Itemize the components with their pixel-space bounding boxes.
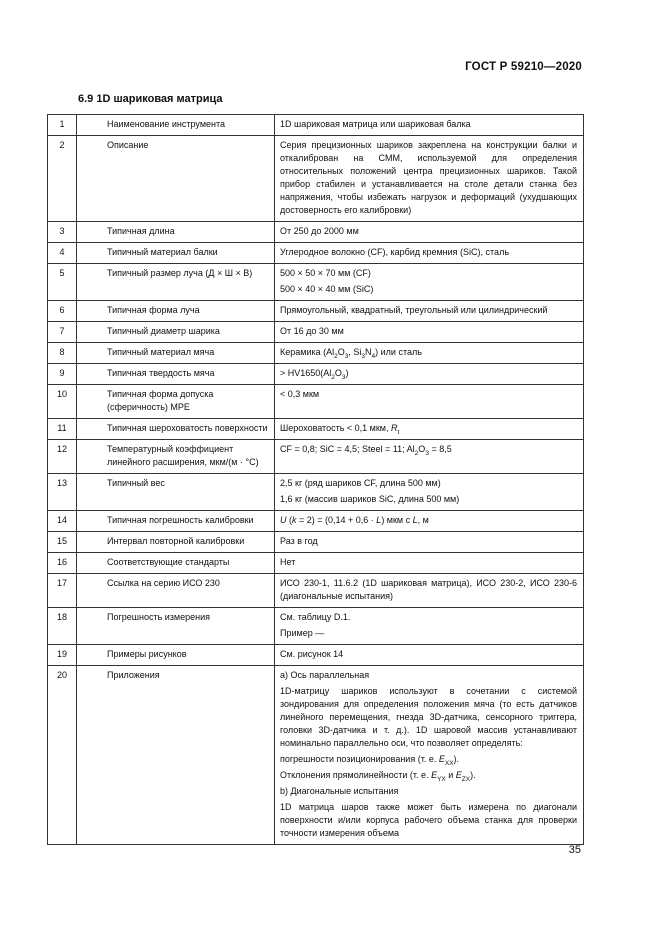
text-fragment: ) или сталь [375, 347, 422, 357]
table-row [48, 385, 584, 419]
row-number: 5 [48, 264, 77, 301]
text-fragment: , Si [348, 347, 362, 357]
row-number: 15 [48, 532, 77, 553]
subsection-title: b) Диагональные испытания [280, 786, 399, 796]
subscript: 2 [334, 352, 338, 360]
row-number: 4 [48, 243, 77, 264]
table-row [48, 222, 584, 243]
parameter-value [275, 385, 584, 419]
parameter-name: Типичный вес [77, 474, 275, 511]
table-row [48, 532, 584, 553]
parameter-value [275, 553, 584, 574]
value-line: 2,5 кг (ряд шариков CF, длина 500 мм) [280, 478, 441, 488]
table-row [48, 553, 584, 574]
value-line: Углеродное волокно (CF), карбид кремния (SiC), сталь [280, 247, 510, 257]
parameter-name: Температурный коэффициент линейного расширения, мкм/(м · °C) [77, 440, 275, 474]
text-fragment: N [365, 347, 372, 357]
parameter-value [275, 343, 584, 364]
subscript: XX [444, 759, 454, 767]
row-number: 11 [48, 419, 77, 440]
subscript: t [397, 428, 400, 436]
parameter-value [275, 511, 584, 532]
symbol: E [455, 770, 462, 780]
row-number: 17 [48, 574, 77, 608]
symbol: E [431, 770, 438, 780]
table-row [48, 343, 584, 364]
subscript: 3 [341, 373, 346, 381]
parameter-value [275, 645, 584, 666]
table-row [48, 645, 584, 666]
table-row [48, 574, 584, 608]
symbol: U [280, 515, 287, 525]
row-number: 9 [48, 364, 77, 385]
parameter-name: Типичная форма луча [77, 301, 275, 322]
text-fragment: , м [417, 515, 429, 525]
subscript: 3 [361, 352, 366, 360]
row-number: 1 [48, 115, 77, 136]
parameter-name: Наименование инструмента [77, 115, 275, 136]
row-number: 19 [48, 645, 77, 666]
text-fragment: ). [453, 754, 460, 764]
parameter-value [275, 666, 584, 845]
text-fragment: = 8,5 [428, 444, 452, 454]
value-line: Серия прецизионных шариков закреплена на конструкции балки и откалиброван на CMM, используемой для определения относительных положений центра прецизионных шариков. Такой прибор стабилен и устанавливается на столе детали станка без напряжения, чтобы избежать нагрузок и деформаций (ухудшающих достоверность его калибровки) [280, 140, 577, 215]
subscript: ZX [461, 775, 471, 783]
row-number: 14 [48, 511, 77, 532]
row-number: 13 [48, 474, 77, 511]
table-row [48, 301, 584, 322]
table-row [48, 419, 584, 440]
standard-number: ГОСТ Р 59210—2020 [465, 61, 582, 73]
table-row [48, 264, 584, 301]
page-number: 35 [568, 844, 581, 856]
subscript: 2 [331, 373, 335, 381]
subscript: YX [437, 775, 446, 783]
value-line: Раз в год [280, 536, 318, 546]
table-row [48, 115, 584, 136]
value-line: См. таблицу D.1. [280, 612, 351, 622]
text-fragment: O [418, 444, 426, 454]
value-line: Пример — [280, 628, 325, 638]
value-line: Нет [280, 557, 296, 567]
instrument-table [47, 114, 584, 845]
parameter-name: Типичный размер луча (Д × Ш × В) [77, 264, 275, 301]
subscript: 4 [371, 352, 376, 360]
row-number: 7 [48, 322, 77, 343]
value-line: ИСО 230-1, 11.6.2 (1D шариковая матрица), ИСО 230-2, ИСО 230-6 (диагональные испытания) [280, 578, 577, 601]
text-fragment: > HV1650(Al [280, 368, 332, 378]
subsection-title: а) Ось параллельная [280, 670, 370, 680]
table-row [48, 666, 584, 845]
text-fragment: Керамика (Al [280, 347, 335, 357]
parameter-value [275, 532, 584, 553]
table-row [48, 608, 584, 645]
paragraph: 1D матрица шаров также может быть измерена по диагонали поверхности и/или корпуса рабочего объема станка для проверки точности измерения объема [280, 802, 577, 838]
section-title: 6.9 1D шариковая матрица [78, 93, 223, 105]
parameter-value [275, 115, 584, 136]
parameter-value [275, 364, 584, 385]
row-number: 8 [48, 343, 77, 364]
value-line: От 250 до 2000 мм [280, 226, 359, 236]
parameter-name: Типичная форма допуска (сферичность) MPE [77, 385, 275, 419]
row-number: 20 [48, 666, 77, 845]
parameter-name: Соответствующие стандарты [77, 553, 275, 574]
table-row [48, 440, 584, 474]
row-number: 12 [48, 440, 77, 474]
value-line: 1,6 кг (массив шариков SiC, длина 500 мм) [280, 494, 460, 504]
symbol: L [412, 515, 418, 525]
value-line: См. рисунок 14 [280, 649, 344, 659]
parameter-value [275, 301, 584, 322]
symbol: k [292, 515, 297, 525]
parameter-name: Типичный диаметр шарика [77, 322, 275, 343]
parameter-name: Типичная длина [77, 222, 275, 243]
row-number: 18 [48, 608, 77, 645]
row-number: 6 [48, 301, 77, 322]
text-fragment: O [334, 368, 342, 378]
parameter-value [275, 440, 584, 474]
table-row [48, 364, 584, 385]
paragraph: 1D-матрицу шариков используют в сочетании с системой зондирования для определения положения мяча (то есть датчиков линейного перемещения, гнезда 3D-датчика, сенсорного триггера, головки 3D-датчика и т. д.). 1D шаровой массив устанавливают номинально параллельно оси, что позволяет определять: [280, 686, 577, 748]
parameter-value [275, 474, 584, 511]
value-line: 500 × 50 × 70 мм (CF) [280, 268, 371, 278]
parameter-name: Типичная твердость мяча [77, 364, 275, 385]
parameter-name: Типичная погрешность калибровки [77, 511, 275, 532]
subscript: 3 [344, 352, 349, 360]
parameter-name: Ссылка на серию ИСО 230 [77, 574, 275, 608]
symbol: R [390, 423, 398, 433]
symbol: E [438, 754, 445, 764]
text-fragment: погрешности позиционирования (т. е. [280, 754, 439, 764]
value-line: 1D шариковая матрица или шариковая балка [280, 119, 471, 129]
text-fragment: Шероховатость < 0,1 мкм, [280, 423, 391, 433]
text-fragment: ) мкм с [381, 515, 413, 525]
value-line: От 16 до 30 мм [280, 326, 344, 336]
table-row [48, 136, 584, 222]
parameter-name: Приложения [77, 666, 275, 845]
text-fragment: = 2) = (0,14 + 0,6 · [296, 515, 377, 525]
table-row [48, 474, 584, 511]
parameter-value [275, 419, 584, 440]
text-fragment: ) [345, 368, 349, 378]
parameter-value [275, 608, 584, 645]
table-row [48, 511, 584, 532]
text-fragment: ). [470, 770, 476, 780]
row-number: 3 [48, 222, 77, 243]
parameter-value [275, 136, 584, 222]
parameter-value [275, 264, 584, 301]
parameter-name: Примеры рисунков [77, 645, 275, 666]
parameter-value [275, 243, 584, 264]
text-fragment: ( [286, 515, 292, 525]
paragraph [280, 769, 577, 782]
subscript: 2 [414, 449, 419, 457]
text-fragment: O [337, 347, 345, 357]
row-number: 16 [48, 553, 77, 574]
parameter-name: Погрешность измерения [77, 608, 275, 645]
text-fragment: CF = 0,8; SiC = 4,5; Steel = 11; Al [280, 444, 415, 454]
row-number: 2 [48, 136, 77, 222]
parameter-value [275, 574, 584, 608]
parameter-name: Описание [77, 136, 275, 222]
parameter-name: Типичный материал балки [77, 243, 275, 264]
value-line: < 0,3 мкм [280, 389, 320, 399]
paragraph [280, 753, 577, 766]
parameter-value [275, 222, 584, 243]
value-line: 500 × 40 × 40 мм (SiC) [280, 284, 374, 294]
table-row [48, 243, 584, 264]
parameter-name: Типичный материал мяча [77, 343, 275, 364]
subscript: 3 [425, 449, 429, 457]
table-row [48, 322, 584, 343]
text-fragment: и [445, 770, 456, 780]
text-fragment: Отклонения прямолинейности (т. е. [280, 770, 432, 780]
symbol: L [376, 515, 382, 525]
row-number: 10 [48, 385, 77, 419]
value-line: Прямоугольный, квадратный, треугольный или цилиндрический [280, 305, 548, 315]
parameter-name: Типичная шероховатость поверхности [77, 419, 275, 440]
parameter-value [275, 322, 584, 343]
parameter-name: Интервал повторной калибровки [77, 532, 275, 553]
